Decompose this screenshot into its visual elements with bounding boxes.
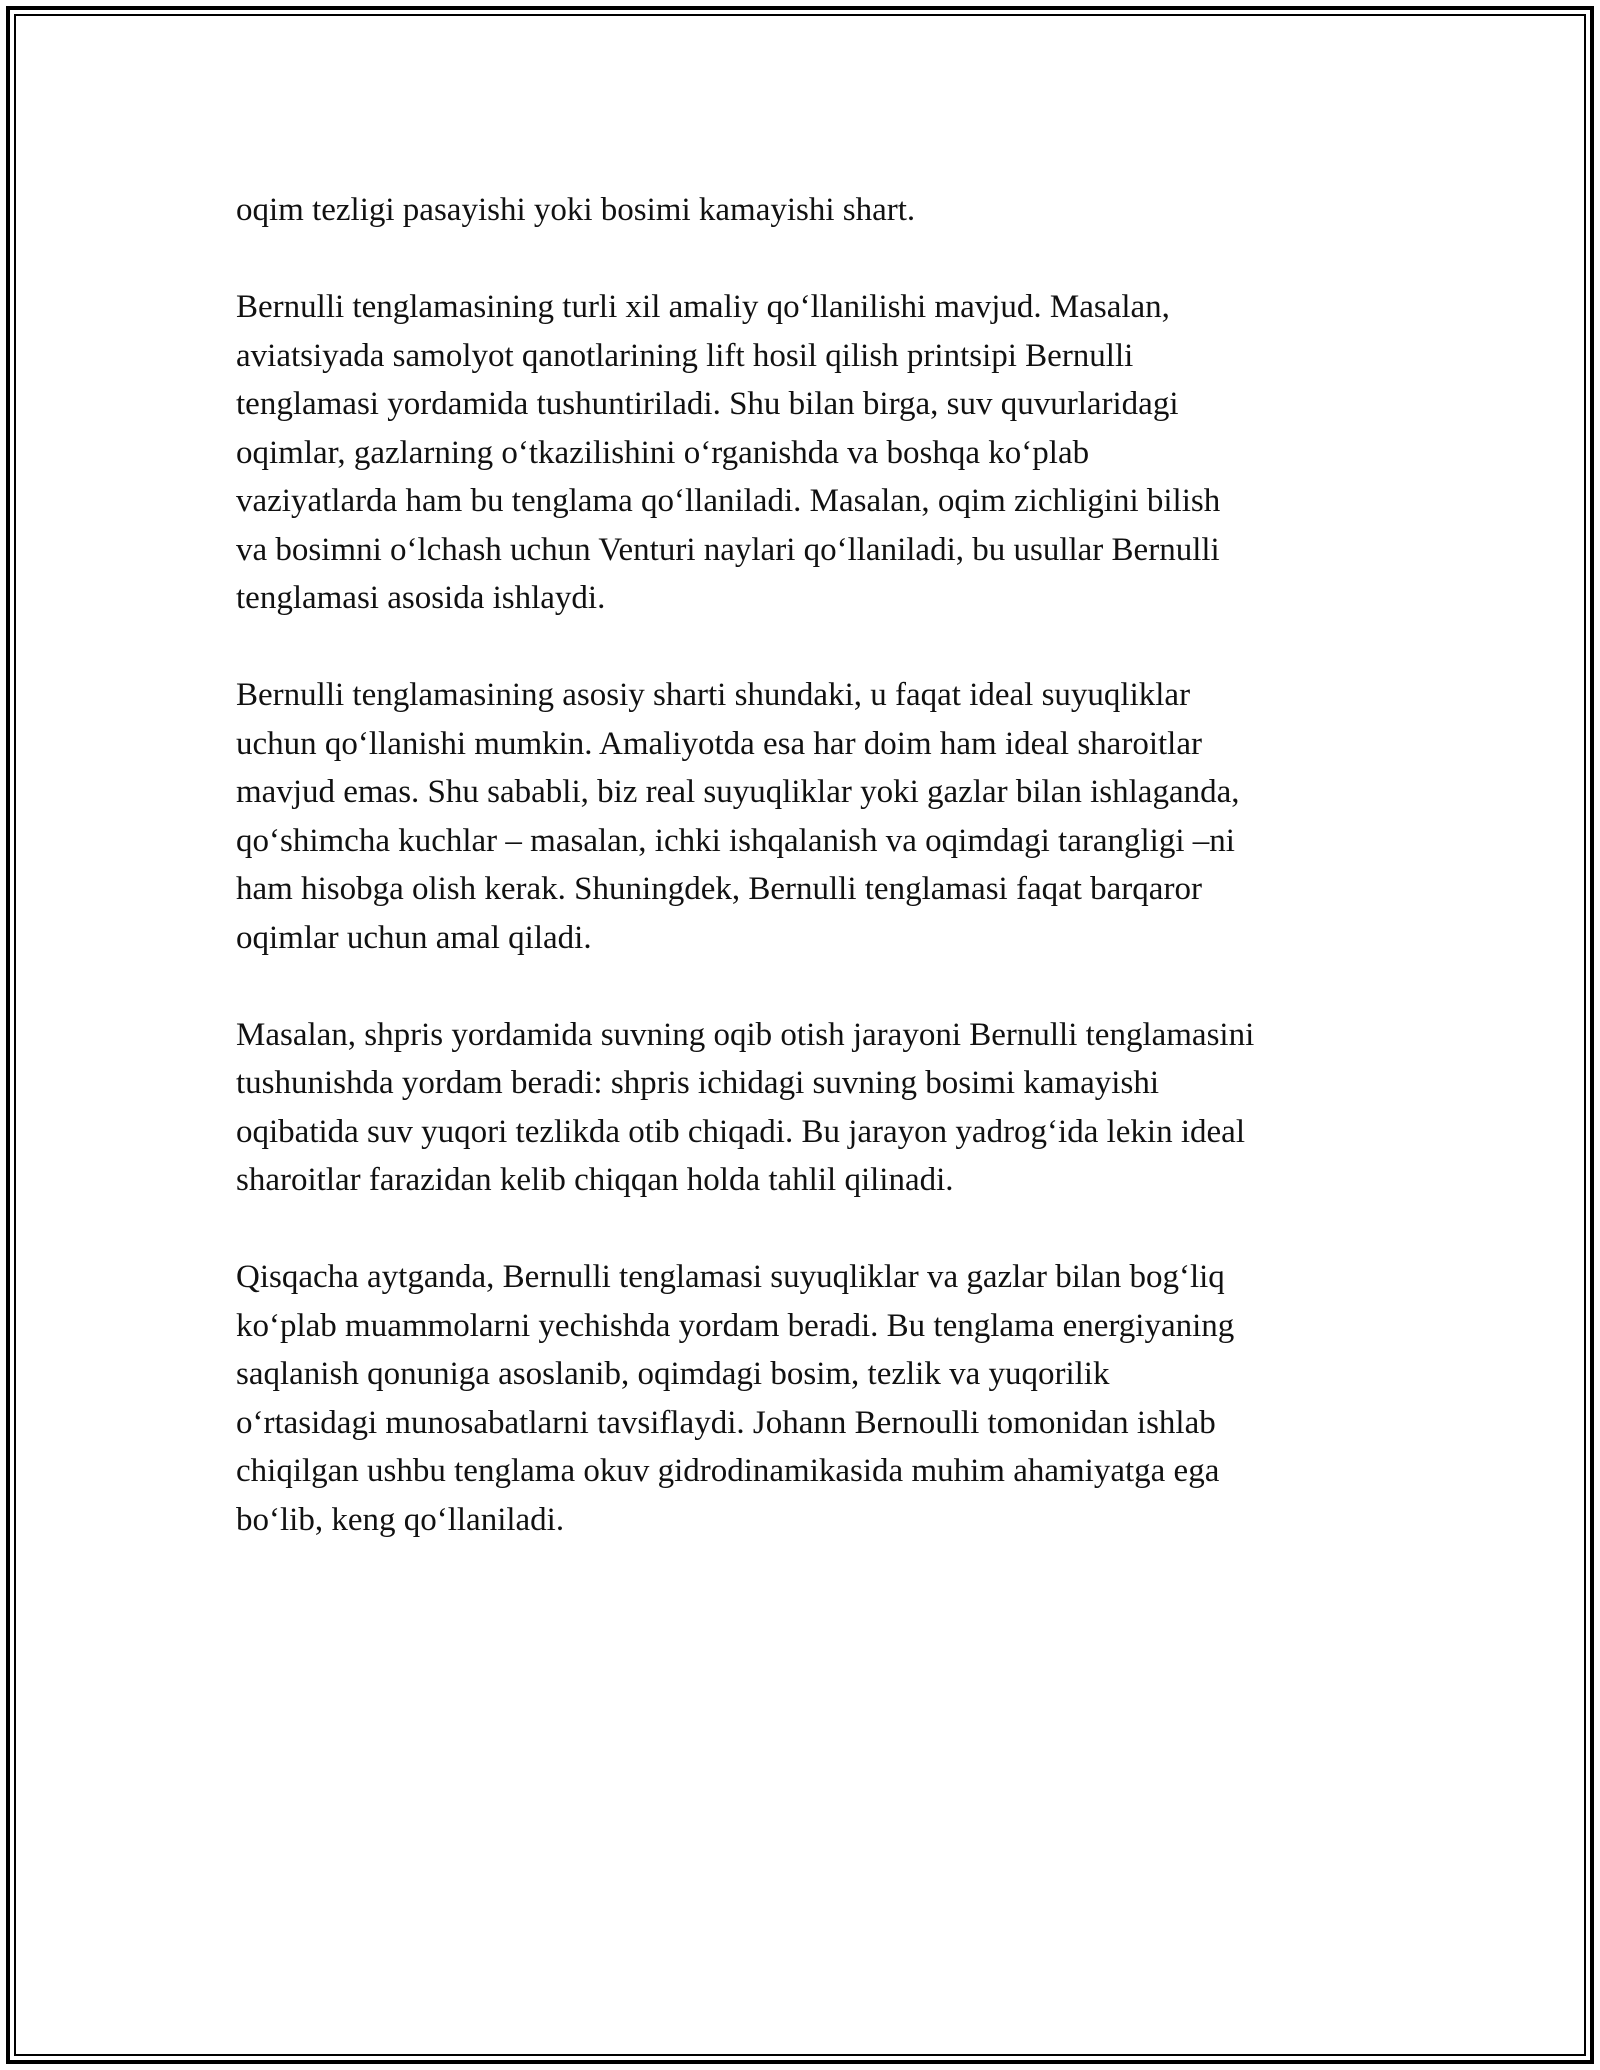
paragraph-5: Qisqacha aytganda, Bernulli tenglamasi suyuqliklar va gazlar bilan bog‘liq ko‘plab muammolarni yechishda yordam beradi. Bu tenglama energiyaning saqlanish qonuniga asoslanib, oqimdagi bosim, tezlik va yuqorilik o‘rtasidagi munosabatlarni tavsiflaydi. Johann Bernoulli tomonidan ishlab chiqilgan ushbu tenglama okuv gidrodinamikasida muhim ahamiyatga ega bo‘lib, keng qo‘llaniladi. [236,1259,1235,1538]
paragraph-3: Bernulli tenglamasining asosiy sharti shundaki, u faqat ideal suyuqliklar uchun qo‘llanishi mumkin. Amaliyotda esa har doim ham ideal sharoitlar mavjud emas. Shu sababli, biz real suyuqliklar yoki gazlar bilan ishlaganda, qo‘shimcha kuchlar – masalan, ichki ishqalanish va oqimdagi tarangligi –ni ham hisobga olish kerak. Shuningdek, Bernulli tenglamasi faqat barqaror oqimlar uchun amal qiladi. [236,677,1240,956]
paragraph-4: Masalan, shpris yordamida suvning oqib otish jarayoni Bernulli tenglamasini tushunishda yordam beradi: shpris ichidagi suvning bosimi kamayishi oqibatida suv yuqori tezlikda otib chiqadi. Bu jarayon yadrog‘ida lekin ideal sharoitlar farazidan kelib chiqqan holda tahlil qilinadi. [236,1016,1255,1198]
paragraph-1: oqim tezligi pasayishi yoki bosimi kamayishi shart. [236,192,916,228]
paragraph-2: Bernulli tenglamasining turli xil amaliy qo‘llanilishi mavjud. Masalan, aviatsiyada samolyot qanotlarining lift hosil qilish printsipi Bernulli tenglamasi yordamida tushuntiriladi. Shu bilan birga, suv quvurlaridagi oqimlar, gazlarning o‘tkazilishini o‘rganishda va boshqa ko‘plab vaziyatlarda ham bu tenglama qo‘llaniladi. Masalan, oqim zichligini bilish va bosimni o‘lchash uchun Venturi naylari qo‘llaniladi, bu usullar Bernulli tenglamasi asosida ishlaydi. [236,289,1221,616]
document-body [236,186,1386,1593]
